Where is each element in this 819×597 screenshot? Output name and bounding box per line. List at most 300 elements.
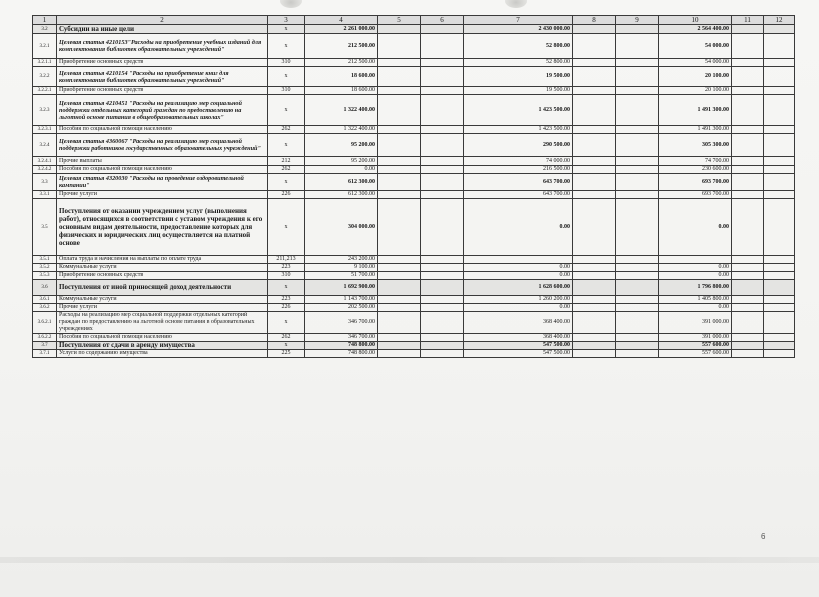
- empty-cell: [573, 280, 616, 296]
- empty-cell: [573, 166, 616, 174]
- row-number-cell: 3.2.3.1: [33, 126, 57, 134]
- header-row: [33, 16, 795, 25]
- table-row: [33, 342, 795, 350]
- table-row: [33, 334, 795, 342]
- row-code-cell: 310: [268, 59, 305, 67]
- empty-cell: [421, 34, 464, 59]
- empty-cell: [616, 157, 659, 166]
- amount-col10-cell: 1 491 300.00: [659, 126, 732, 134]
- empty-cell: [378, 157, 421, 166]
- amount-col4-cell: 2 261 000.00: [305, 25, 378, 34]
- empty-cell: [573, 191, 616, 199]
- amount-col7-cell: 0.00: [464, 264, 573, 272]
- row-name-cell: Целевая статья 4210154 "Расходы на приобретение книг для комплектования библиотек образовательных учреждений": [57, 67, 268, 87]
- amount-col4-cell: 1 322 400.00: [305, 126, 378, 134]
- empty-cell: [764, 67, 795, 87]
- amount-col7-cell: 1 628 600.00: [464, 280, 573, 296]
- amount-col10-cell: 0.00: [659, 264, 732, 272]
- row-number-cell: 3.2.3: [33, 95, 57, 126]
- empty-cell: [764, 296, 795, 304]
- empty-cell: [378, 59, 421, 67]
- empty-cell: [764, 342, 795, 350]
- amount-col10-cell: 1 405 800.00: [659, 296, 732, 304]
- row-number-cell: 3.5: [33, 199, 57, 256]
- amount-col4-cell: 9 100.00: [305, 264, 378, 272]
- empty-cell: [421, 272, 464, 280]
- empty-cell: [764, 304, 795, 312]
- table-row: [33, 256, 795, 264]
- amount-col7-cell: 216 500.00: [464, 166, 573, 174]
- empty-cell: [573, 174, 616, 191]
- empty-cell: [378, 25, 421, 34]
- empty-cell: [616, 34, 659, 59]
- amount-col4-cell: 1 322 400.00: [305, 95, 378, 126]
- row-code-cell: 211,213: [268, 256, 305, 264]
- row-code-cell: 262: [268, 126, 305, 134]
- empty-cell: [616, 87, 659, 95]
- empty-cell: [732, 304, 764, 312]
- amount-col10-cell: 20 100.00: [659, 87, 732, 95]
- empty-cell: [421, 342, 464, 350]
- empty-cell: [764, 312, 795, 334]
- empty-cell: [764, 174, 795, 191]
- empty-cell: [616, 312, 659, 334]
- empty-cell: [732, 334, 764, 342]
- empty-cell: [764, 350, 795, 358]
- scan-edge: [0, 557, 819, 563]
- column-header: 9: [616, 16, 659, 25]
- amount-col10-cell: [659, 256, 732, 264]
- empty-cell: [616, 342, 659, 350]
- row-name-cell: Поступления от сдачи в аренду имущества: [57, 342, 268, 350]
- empty-cell: [378, 334, 421, 342]
- empty-cell: [732, 280, 764, 296]
- empty-cell: [378, 350, 421, 358]
- amount-col10-cell: 74 700.00: [659, 157, 732, 166]
- empty-cell: [421, 166, 464, 174]
- empty-cell: [764, 126, 795, 134]
- empty-cell: [378, 199, 421, 256]
- empty-cell: [764, 166, 795, 174]
- empty-cell: [732, 25, 764, 34]
- table-row: [33, 134, 795, 157]
- row-code-cell: x: [268, 25, 305, 34]
- column-header: 7: [464, 16, 573, 25]
- row-name-cell: Коммунальные услуги: [57, 296, 268, 304]
- empty-cell: [421, 304, 464, 312]
- amount-col7-cell: 547 500.00: [464, 342, 573, 350]
- empty-cell: [616, 304, 659, 312]
- empty-cell: [764, 34, 795, 59]
- empty-cell: [616, 25, 659, 34]
- amount-col4-cell: 748 800.00: [305, 350, 378, 358]
- table-row: [33, 264, 795, 272]
- row-number-cell: 3.2.1.1: [33, 59, 57, 67]
- amount-col4-cell: 18 600.00: [305, 87, 378, 95]
- row-name-cell: Коммунальные услуги: [57, 264, 268, 272]
- empty-cell: [616, 67, 659, 87]
- empty-cell: [732, 191, 764, 199]
- amount-col4-cell: 95 200.00: [305, 157, 378, 166]
- row-name-cell: Поступления от оказании учреждением услуг (выполнения работ), относящихся в соответствии с уставом учреждения к его основным видам деятельности, предоставление которых для физических и юридических лиц осуществляется на платной основе: [57, 199, 268, 256]
- empty-cell: [732, 256, 764, 264]
- empty-cell: [378, 34, 421, 59]
- empty-cell: [732, 296, 764, 304]
- amount-col7-cell: 547 500.00: [464, 350, 573, 358]
- row-number-cell: 3.5.1: [33, 256, 57, 264]
- empty-cell: [378, 296, 421, 304]
- empty-cell: [378, 304, 421, 312]
- empty-cell: [616, 350, 659, 358]
- row-code-cell: x: [268, 312, 305, 334]
- amount-col4-cell: 612 300.00: [305, 191, 378, 199]
- empty-cell: [378, 174, 421, 191]
- row-code-cell: x: [268, 280, 305, 296]
- empty-cell: [732, 134, 764, 157]
- table-row: [33, 191, 795, 199]
- empty-cell: [732, 342, 764, 350]
- empty-cell: [573, 350, 616, 358]
- row-code-cell: 310: [268, 87, 305, 95]
- empty-cell: [573, 126, 616, 134]
- amount-col7-cell: 2 430 000.00: [464, 25, 573, 34]
- empty-cell: [573, 334, 616, 342]
- empty-cell: [616, 174, 659, 191]
- row-code-cell: 262: [268, 334, 305, 342]
- amount-col7-cell: 1 423 500.00: [464, 126, 573, 134]
- amount-col7-cell: 0.00: [464, 199, 573, 256]
- empty-cell: [616, 199, 659, 256]
- amount-col7-cell: 1 423 500.00: [464, 95, 573, 126]
- amount-col10-cell: 0.00: [659, 272, 732, 280]
- amount-col7-cell: 643 700.00: [464, 174, 573, 191]
- amount-col10-cell: 1 796 800.00: [659, 280, 732, 296]
- row-number-cell: 3.6.2: [33, 304, 57, 312]
- row-name-cell: Приобретение основных средств: [57, 87, 268, 95]
- amount-col4-cell: 1 692 900.00: [305, 280, 378, 296]
- amount-col10-cell: 230 600.00: [659, 166, 732, 174]
- empty-cell: [764, 264, 795, 272]
- empty-cell: [573, 59, 616, 67]
- empty-cell: [378, 280, 421, 296]
- empty-cell: [616, 334, 659, 342]
- column-header: 5: [378, 16, 421, 25]
- amount-col7-cell: 368 400.00: [464, 312, 573, 334]
- row-code-cell: 226: [268, 191, 305, 199]
- empty-cell: [421, 264, 464, 272]
- row-number-cell: 3.2.2: [33, 67, 57, 87]
- empty-cell: [573, 87, 616, 95]
- row-name-cell: Пособия по социальной помощи населению: [57, 166, 268, 174]
- row-name-cell: Оплата труда и начисления на выплаты по оплате труда: [57, 256, 268, 264]
- empty-cell: [764, 25, 795, 34]
- empty-cell: [573, 134, 616, 157]
- row-code-cell: x: [268, 67, 305, 87]
- empty-cell: [616, 166, 659, 174]
- row-name-cell: Прочие услуги: [57, 191, 268, 199]
- empty-cell: [421, 67, 464, 87]
- table-row: [33, 67, 795, 87]
- amount-col10-cell: 693 700.00: [659, 174, 732, 191]
- row-number-cell: 3.2.1: [33, 34, 57, 59]
- empty-cell: [573, 264, 616, 272]
- row-code-cell: 262: [268, 166, 305, 174]
- amount-col7-cell: 52 800.00: [464, 34, 573, 59]
- empty-cell: [732, 264, 764, 272]
- empty-cell: [616, 256, 659, 264]
- empty-cell: [573, 199, 616, 256]
- row-name-cell: Приобретение основных средств: [57, 272, 268, 280]
- amount-col4-cell: 346 700.00: [305, 334, 378, 342]
- row-code-cell: x: [268, 199, 305, 256]
- row-name-cell: Расходы на реализацию мер социальной поддержки отдельных категорий граждан по предоставлению на льготной основе питания в образовательных учреждениях: [57, 312, 268, 334]
- row-code-cell: 226: [268, 304, 305, 312]
- row-name-cell: Приобретение основных средств: [57, 59, 268, 67]
- row-name-cell: Пособия по социальной помощи населению: [57, 126, 268, 134]
- empty-cell: [573, 25, 616, 34]
- row-name-cell: Целевая статья 4210451 "Расходы на реализацию мер социальной поддержки отдельных категорий граждан по предоставлению на льготной основе питания в общеобразовательных школах": [57, 95, 268, 126]
- empty-cell: [573, 312, 616, 334]
- empty-cell: [732, 272, 764, 280]
- empty-cell: [378, 264, 421, 272]
- row-code-cell: x: [268, 342, 305, 350]
- page-number: 6: [761, 532, 766, 541]
- amount-col7-cell: 368 400.00: [464, 334, 573, 342]
- amount-col4-cell: 612 300.00: [305, 174, 378, 191]
- empty-cell: [421, 280, 464, 296]
- column-header: 2: [57, 16, 268, 25]
- row-number-cell: 3.6.1: [33, 296, 57, 304]
- row-number-cell: 3.2.4: [33, 134, 57, 157]
- table-row: [33, 157, 795, 166]
- table-row: [33, 280, 795, 296]
- amount-col10-cell: 2 564 400.00: [659, 25, 732, 34]
- empty-cell: [421, 126, 464, 134]
- row-number-cell: 3.7: [33, 342, 57, 350]
- amount-col7-cell: 0.00: [464, 304, 573, 312]
- empty-cell: [732, 312, 764, 334]
- amount-col10-cell: 557 600.00: [659, 342, 732, 350]
- row-number-cell: 3.6.2.1: [33, 312, 57, 334]
- table-row: [33, 87, 795, 95]
- empty-cell: [764, 272, 795, 280]
- amount-col4-cell: 0.00: [305, 166, 378, 174]
- amount-col4-cell: 304 000.00: [305, 199, 378, 256]
- empty-cell: [378, 256, 421, 264]
- empty-cell: [421, 350, 464, 358]
- empty-cell: [421, 157, 464, 166]
- amount-col4-cell: 202 500.00: [305, 304, 378, 312]
- amount-col4-cell: 51 700.00: [305, 272, 378, 280]
- empty-cell: [421, 59, 464, 67]
- row-number-cell: 3.6.2.2: [33, 334, 57, 342]
- row-code-cell: x: [268, 95, 305, 126]
- empty-cell: [764, 87, 795, 95]
- amount-col7-cell: 290 500.00: [464, 134, 573, 157]
- amount-col4-cell: 95 200.00: [305, 134, 378, 157]
- row-number-cell: 3.6: [33, 280, 57, 296]
- amount-col7-cell: 1 260 200.00: [464, 296, 573, 304]
- amount-col10-cell: 391 000.00: [659, 312, 732, 334]
- row-number-cell: 3.3: [33, 174, 57, 191]
- empty-cell: [764, 199, 795, 256]
- empty-cell: [732, 59, 764, 67]
- table-row: [33, 312, 795, 334]
- empty-cell: [732, 199, 764, 256]
- empty-cell: [764, 280, 795, 296]
- empty-cell: [378, 67, 421, 87]
- row-number-cell: 3.2.4.2: [33, 166, 57, 174]
- row-name-cell: Субсидии на иные цели: [57, 25, 268, 34]
- empty-cell: [378, 87, 421, 95]
- row-code-cell: 223: [268, 296, 305, 304]
- amount-col10-cell: 0.00: [659, 199, 732, 256]
- empty-cell: [573, 296, 616, 304]
- column-header: 3: [268, 16, 305, 25]
- empty-cell: [732, 166, 764, 174]
- empty-cell: [616, 59, 659, 67]
- amount-col7-cell: 643 700.00: [464, 191, 573, 199]
- table-body: [33, 25, 795, 358]
- empty-cell: [421, 296, 464, 304]
- empty-cell: [764, 157, 795, 166]
- amount-col4-cell: 212 500.00: [305, 34, 378, 59]
- row-code-cell: 223: [268, 264, 305, 272]
- empty-cell: [378, 312, 421, 334]
- column-header: 6: [421, 16, 464, 25]
- empty-cell: [764, 256, 795, 264]
- empty-cell: [421, 199, 464, 256]
- amount-col4-cell: 18 600.00: [305, 67, 378, 87]
- empty-cell: [732, 67, 764, 87]
- table-row: [33, 272, 795, 280]
- row-number-cell: 3.5.3: [33, 272, 57, 280]
- column-header: 8: [573, 16, 616, 25]
- empty-cell: [616, 126, 659, 134]
- empty-cell: [764, 191, 795, 199]
- row-name-cell: Целевая статья 4320030 "Расходы на проведение оздоровительной кампании": [57, 174, 268, 191]
- table-row: [33, 174, 795, 191]
- empty-cell: [616, 134, 659, 157]
- row-number-cell: 3.3.1: [33, 191, 57, 199]
- budget-table: [32, 15, 795, 358]
- empty-cell: [421, 334, 464, 342]
- empty-cell: [764, 134, 795, 157]
- table-row: [33, 199, 795, 256]
- empty-cell: [616, 95, 659, 126]
- table-row: [33, 350, 795, 358]
- empty-cell: [573, 342, 616, 350]
- amount-col7-cell: 19 500.00: [464, 67, 573, 87]
- empty-cell: [616, 264, 659, 272]
- empty-cell: [764, 95, 795, 126]
- empty-cell: [573, 95, 616, 126]
- amount-col10-cell: 305 300.00: [659, 134, 732, 157]
- empty-cell: [732, 350, 764, 358]
- empty-cell: [573, 272, 616, 280]
- empty-cell: [573, 256, 616, 264]
- empty-cell: [421, 256, 464, 264]
- row-name-cell: Целевая статья 4360067 "Расходы на реализацию мер социальной поддержки работников государственных образовательных учреждений": [57, 134, 268, 157]
- amount-col4-cell: 748 800.00: [305, 342, 378, 350]
- empty-cell: [378, 126, 421, 134]
- column-header: 1: [33, 16, 57, 25]
- row-name-cell: Прочие услуги: [57, 304, 268, 312]
- empty-cell: [732, 34, 764, 59]
- empty-cell: [378, 134, 421, 157]
- empty-cell: [732, 174, 764, 191]
- empty-cell: [421, 87, 464, 95]
- amount-col7-cell: 52 800.00: [464, 59, 573, 67]
- table-row: [33, 296, 795, 304]
- amount-col7-cell: 19 500.00: [464, 87, 573, 95]
- empty-cell: [378, 272, 421, 280]
- row-code-cell: x: [268, 34, 305, 59]
- amount-col10-cell: 557 600.00: [659, 350, 732, 358]
- amount-col4-cell: 346 700.00: [305, 312, 378, 334]
- amount-col10-cell: 391 000.00: [659, 334, 732, 342]
- amount-col10-cell: 54 000.00: [659, 59, 732, 67]
- empty-cell: [421, 312, 464, 334]
- row-code-cell: 212: [268, 157, 305, 166]
- amount-col4-cell: 243 200.00: [305, 256, 378, 264]
- row-name-cell: Поступления от иной приносящей доход деятельности: [57, 280, 268, 296]
- empty-cell: [378, 95, 421, 126]
- amount-col10-cell: 1 491 300.00: [659, 95, 732, 126]
- row-number-cell: 3.2.4.1: [33, 157, 57, 166]
- empty-cell: [616, 280, 659, 296]
- table-row: [33, 34, 795, 59]
- empty-cell: [421, 191, 464, 199]
- row-name-cell: Прочие выплаты: [57, 157, 268, 166]
- table-row: [33, 95, 795, 126]
- row-code-cell: 225: [268, 350, 305, 358]
- amount-col4-cell: 1 143 700.00: [305, 296, 378, 304]
- row-code-cell: x: [268, 174, 305, 191]
- row-number-cell: 3.7.1: [33, 350, 57, 358]
- table-row: [33, 25, 795, 34]
- empty-cell: [378, 166, 421, 174]
- column-header: 12: [764, 16, 795, 25]
- empty-cell: [421, 134, 464, 157]
- empty-cell: [378, 191, 421, 199]
- empty-cell: [573, 67, 616, 87]
- empty-cell: [378, 342, 421, 350]
- row-number-cell: 3.5.2: [33, 264, 57, 272]
- table-row: [33, 304, 795, 312]
- table-row: [33, 59, 795, 67]
- row-code-cell: x: [268, 134, 305, 157]
- amount-col7-cell: 0.00: [464, 272, 573, 280]
- amount-col10-cell: 20 100.00: [659, 67, 732, 87]
- empty-cell: [573, 34, 616, 59]
- column-header: 4: [305, 16, 378, 25]
- amount-col4-cell: 212 500.00: [305, 59, 378, 67]
- table-row: [33, 126, 795, 134]
- empty-cell: [732, 157, 764, 166]
- empty-cell: [732, 95, 764, 126]
- row-name-cell: Целевая статья 4210153"Расходы на приобретение учебных изданий для комплектования библиотек образовательных учреждений": [57, 34, 268, 59]
- row-number-cell: 3.2: [33, 25, 57, 34]
- row-number-cell: 3.2.2.1: [33, 87, 57, 95]
- amount-col7-cell: [464, 256, 573, 264]
- empty-cell: [732, 126, 764, 134]
- empty-cell: [573, 304, 616, 312]
- amount-col10-cell: 0.00: [659, 304, 732, 312]
- empty-cell: [421, 174, 464, 191]
- empty-cell: [616, 272, 659, 280]
- empty-cell: [616, 296, 659, 304]
